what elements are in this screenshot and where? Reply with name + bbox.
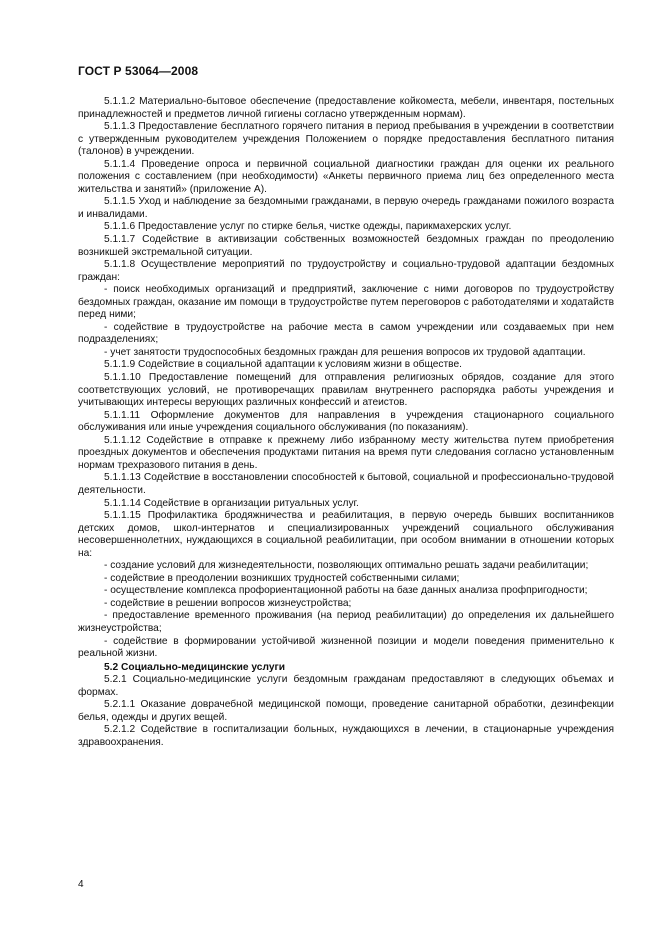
list-item: - содействие в решении вопросов жизнеустройства;	[104, 597, 352, 609]
list-item: - создание условий для жизнедеятельности, позволяющих оптимально решать задачи реабилитации;	[104, 560, 589, 572]
section-heading: 5.2 Социально-медицинские услуги	[104, 661, 285, 673]
paragraph: 5.1.1.5 Уход и наблюдение за бездомными гражданами, в первую очередь гражданами пожилого возраста и инвалидами.	[78, 196, 614, 220]
paragraph: 5.1.1.15 Профилактика бродяжничества и реабилитация, в первую очередь бывших воспитанников детских домов, школ-интернатов и специализированных учреждений социального обслуживания несовершеннолетних, нуждающихся в социальной реабилитации, при особом внимании в отношении которых на:	[78, 510, 614, 559]
paragraph: 5.1.1.10 Предоставление помещений для отправления религиозных обрядов, создание для этого соответствующих условий, не противоречащих правилам внутреннего распорядка работы учреждения и учитывающих интересы верующих различных конфессий и атеистов.	[78, 372, 614, 409]
paragraph: 5.1.1.12 Содействие в отправке к прежнему либо избранному месту жительства путем приобретения проездных документов и обеспечения продуктами питания на время пути следования согласно установленным нормам трехразового питания в день.	[78, 434, 614, 471]
page-number: 4	[78, 879, 84, 890]
list-item: - учет занятости трудоспособных бездомных граждан для решения вопросов их трудовой адаптации.	[104, 346, 586, 358]
list-item: - осуществление комплекса профориентационной работы на базе данных анализа профпригодности;	[104, 585, 588, 597]
paragraph: 5.1.1.8 Осуществление мероприятий по трудоустройству и социально-трудовой адаптации бездомных граждан:	[78, 259, 614, 283]
paragraph: 5.2.1.2 Содействие в госпитализации больных, нуждающихся в лечении, в стационарные учреждения здравоохранения.	[78, 724, 614, 748]
list-item: - предоставление временного проживания (на период реабилитации) до определения их дальнейшего жизнеустройства;	[78, 610, 614, 634]
paragraph: 5.1.1.11 Оформление документов для направления в учреждения стационарного социального обслуживания или иные учреждения социального обслуживания (по показаниям).	[78, 409, 614, 434]
paragraph: 5.1.1.9 Содействие в социальной адаптации к условиям жизни в обществе.	[104, 359, 462, 371]
paragraph: 5.1.1.13 Содействие в восстановлении способностей к бытовой, социальной и профессионально-трудовой деятельности.	[78, 472, 614, 496]
paragraph: 5.2.1 Социально-медицинские услуги бездомным гражданам предоставляют в следующих объемах и формах.	[78, 674, 614, 698]
paragraph: 5.1.1.14 Содействие в организации ритуальных услуг.	[104, 497, 359, 509]
paragraph: 5.1.1.6 Предоставление услуг по стирке белья, чистке одежды, парикмахерских услуг.	[104, 221, 512, 233]
paragraph: 5.1.1.3 Предоставление бесплатного горячего питания в период пребывания в учреждении в соответствии с утвержденным руководителем учреждения Положением о порядке предоставления бесплатного питания (талонов) в учреждении.	[78, 121, 614, 158]
document-body	[78, 96, 614, 749]
list-item: - поиск необходимых организаций и предприятий, заключение с ними договоров по трудоустройству бездомных граждан, оказание им помощи в трудоустройстве путем переговоров с работодателями и ходатайств перед ними;	[78, 284, 614, 321]
list-item: - содействие в трудоустройстве на рабочие места в самом учреждении или создаваемых при нем подразделениях;	[78, 321, 614, 346]
paragraph: 5.2.1.1 Оказание доврачебной медицинской помощи, проведение санитарной обработки, дезинфекции белья, одежды и других вещей.	[78, 699, 614, 723]
document-header: ГОСТ Р 53064—2008	[78, 64, 199, 78]
paragraph: 5.1.1.4 Проведение опроса и первичной социальной диагностики граждан для оценки их реального положения с составлением (при необходимости) «Анкеты первичного приема лиц без определенного места жительства и занятий» (приложение А).	[78, 158, 614, 195]
list-item: - содействие в формировании устойчивой жизненной позиции и модели поведения применительно к реальной жизни.	[78, 635, 614, 660]
paragraph: 5.1.1.7 Содействие в активизации собственных возможностей бездомных граждан по преодолению возникшей экстремальной ситуации.	[78, 234, 614, 258]
paragraph: 5.1.1.2 Материально-бытовое обеспечение (предоставление койкоместа, мебели, инвентаря, постельных принадлежностей и предметов личной гигиены согласно утвержденным нормам).	[78, 96, 614, 120]
list-item: - содействие в преодолении возникших трудностей собственными силами;	[104, 572, 460, 584]
